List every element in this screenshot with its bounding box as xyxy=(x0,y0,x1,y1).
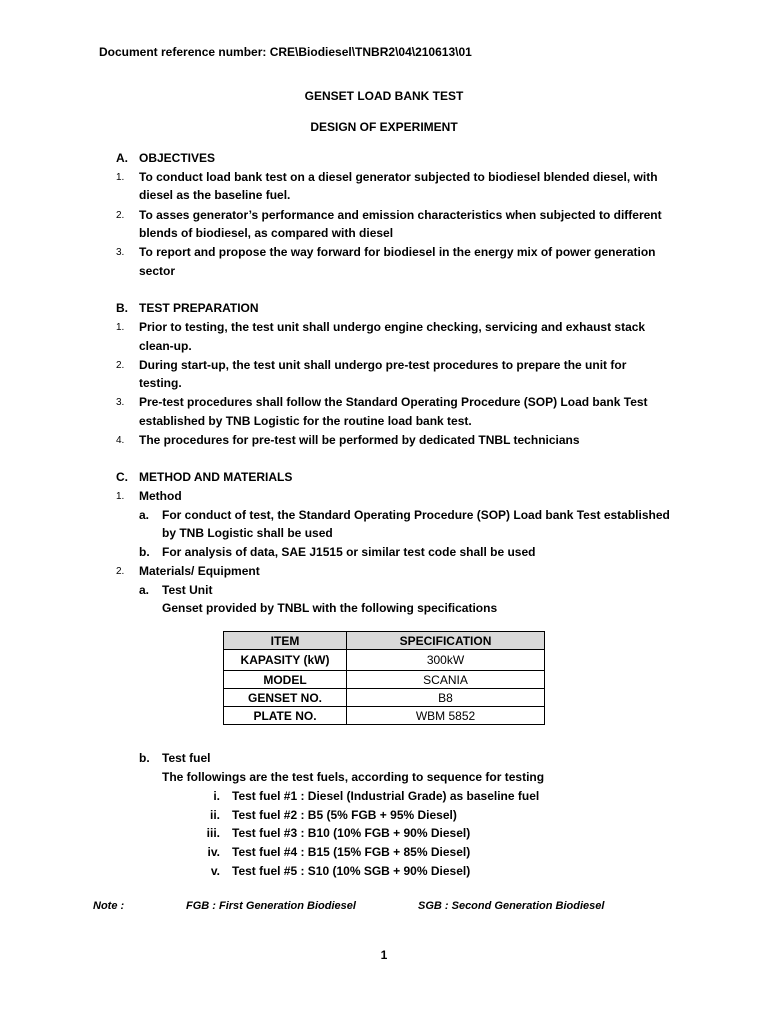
list-item-line: sector xyxy=(139,264,176,278)
test-unit-label: Test Unit xyxy=(162,583,213,597)
test-unit-description: Genset provided by TNBL with the following specifications xyxy=(162,601,498,615)
document-title: GENSET LOAD BANK TEST xyxy=(304,89,464,103)
table-cell-value: WBM 5852 xyxy=(347,707,545,725)
roman-numeral: iv. xyxy=(207,845,220,859)
list-item-line: Prior to testing, the test unit shall undergo engine checking, servicing and exhaust stack xyxy=(139,320,646,334)
list-number: 2. xyxy=(116,360,125,371)
sub-letter: b. xyxy=(139,545,150,559)
table-row xyxy=(224,650,545,671)
sub-item-line: For conduct of test, the Standard Operating Procedure (SOP) Load bank Test established xyxy=(162,508,670,522)
sub-letter: a. xyxy=(139,583,150,597)
section-heading: TEST PREPARATION xyxy=(139,301,259,315)
fuel-item: Test fuel #4 : B15 (15% FGB + 85% Diesel) xyxy=(232,845,471,859)
test-fuel-label: Test fuel xyxy=(162,751,211,765)
sub-item-line: For analysis of data, SAE J1515 or similar test code shall be used xyxy=(162,545,536,559)
list-item-line: Pre-test procedures shall follow the Standard Operating Procedure (SOP) Load bank Test xyxy=(139,395,648,409)
document-reference: Document reference number: CRE\Biodiesel\TNBR2\04\210613\01 xyxy=(99,45,472,59)
list-number: 1. xyxy=(116,491,125,502)
section-heading: METHOD AND MATERIALS xyxy=(139,470,293,484)
note-fgb: FGB : First Generation Biodiesel xyxy=(186,900,356,912)
table-row xyxy=(224,707,545,725)
roman-numeral: i. xyxy=(213,789,220,803)
roman-numeral: v. xyxy=(210,864,220,878)
list-item-line: During start-up, the test unit shall undergo pre-test procedures to prepare the unit for xyxy=(139,358,627,372)
sub-item-line: by TNB Logistic shall be used xyxy=(162,526,333,540)
list-item-line: testing. xyxy=(139,376,182,390)
section-letter: A. xyxy=(116,151,128,165)
sub-letter: a. xyxy=(139,508,150,522)
list-number: 4. xyxy=(116,435,125,446)
fuel-item: Test fuel #5 : S10 (10% SGB + 90% Diesel) xyxy=(232,864,471,878)
page-number: 1 xyxy=(380,948,388,962)
section-letter: C. xyxy=(116,470,128,484)
table-cell-value: B8 xyxy=(347,689,545,707)
list-number: 3. xyxy=(116,247,125,258)
table-cell-item: KAPASITY (kW) xyxy=(224,650,347,671)
list-number: 1. xyxy=(116,322,125,333)
list-number: 2. xyxy=(116,566,125,577)
table-header-specification: SPECIFICATION xyxy=(347,632,545,650)
list-number: 2. xyxy=(116,210,125,221)
genset-spec-table xyxy=(223,631,545,725)
table-cell-item: PLATE NO. xyxy=(224,707,347,725)
note-sgb: SGB : Second Generation Biodiesel xyxy=(418,900,605,912)
materials-label: Materials/ Equipment xyxy=(139,564,260,578)
roman-numeral: ii. xyxy=(209,808,220,822)
table-row xyxy=(224,671,545,689)
table-cell-item: GENSET NO. xyxy=(224,689,347,707)
roman-numeral: iii. xyxy=(206,826,220,840)
section-letter: B. xyxy=(116,301,128,315)
test-fuel-description: The followings are the test fuels, according to sequence for testing xyxy=(162,770,545,784)
list-item-line: diesel as the baseline fuel. xyxy=(139,188,291,202)
fuel-item: Test fuel #2 : B5 (5% FGB + 95% Diesel) xyxy=(232,808,457,822)
table-cell-value: 300kW xyxy=(347,650,545,671)
list-item-line: blends of biodiesel, as compared with diesel xyxy=(139,226,394,240)
list-item-line: established by TNB Logistic for the routine load bank test. xyxy=(139,414,472,428)
section-heading: OBJECTIVES xyxy=(139,151,216,165)
note-label: Note : xyxy=(93,900,125,912)
table-header-row xyxy=(224,632,545,650)
table-cell-item: MODEL xyxy=(224,671,347,689)
document-subtitle: DESIGN OF EXPERIMENT xyxy=(310,120,458,134)
table-header-item: ITEM xyxy=(224,632,347,650)
fuel-item: Test fuel #3 : B10 (10% FGB + 90% Diesel) xyxy=(232,826,471,840)
list-item-line: The procedures for pre-test will be performed by dedicated TNBL technicians xyxy=(139,433,580,447)
table-row xyxy=(224,689,545,707)
fuel-item: Test fuel #1 : Diesel (Industrial Grade) as baseline fuel xyxy=(232,789,540,803)
sub-letter: b. xyxy=(139,751,150,765)
list-item-line: To conduct load bank test on a diesel generator subjected to biodiesel blended diesel, with xyxy=(139,170,658,184)
table-cell-value: SCANIA xyxy=(347,671,545,689)
list-item-line: To asses generator’s performance and emission characteristics when subjected to different xyxy=(139,208,662,222)
list-number: 1. xyxy=(116,172,125,183)
list-item-line: clean-up. xyxy=(139,339,192,353)
method-label: Method xyxy=(139,489,182,503)
list-number: 3. xyxy=(116,397,125,408)
list-item-line: To report and propose the way forward for biodiesel in the energy mix of power generation xyxy=(139,245,656,259)
